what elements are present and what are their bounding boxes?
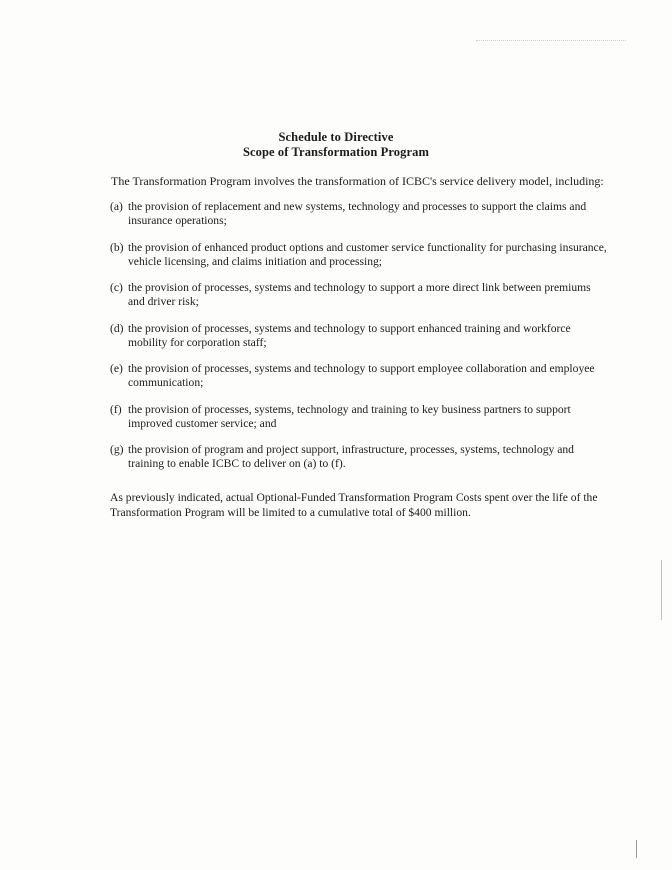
document-title	[0, 130, 672, 160]
list-item-text: the provision of replacement and new systems, technology and processes to support the claims and insurance operations;	[128, 200, 587, 227]
list-item-marker: (b)	[110, 240, 124, 254]
scan-artifact	[476, 40, 626, 45]
list-item	[110, 281, 610, 309]
list-item-marker: (f)	[110, 402, 122, 416]
list-item-text: the provision of processes, systems and technology to support a more direct link between premiums and driver risk;	[128, 281, 591, 308]
list-item	[110, 443, 610, 471]
list-item-text: the provision of enhanced product options and customer service functionality for purchasing insurance, vehicle licensing, and claims initiation and processing;	[128, 240, 607, 268]
list-item	[110, 362, 610, 390]
title-line-1: Schedule to Directive	[278, 130, 394, 144]
list-item-text: the provision of program and project support, infrastructure, processes, systems, technology and training to enable ICBC to deliver on (a) to (f).	[128, 443, 574, 470]
title-line-2: Scope of Transformation Program	[242, 145, 430, 159]
list-item-text: the provision of processes, systems and technology to support enhanced training and workforce mobility for corporation staff;	[128, 321, 571, 349]
list-item-text: the provision of processes, systems and technology to support employee collaboration and employee communication;	[128, 362, 595, 389]
scope-item-list	[110, 200, 610, 484]
list-item-marker: (d)	[110, 321, 124, 335]
scan-edge-mark	[661, 560, 662, 620]
list-item	[110, 241, 610, 269]
list-item-text: the provision of processes, systems, technology and training to key business partners to support improved customer service; and	[128, 402, 571, 430]
scan-edge-mark	[636, 840, 637, 858]
list-item	[110, 403, 610, 431]
list-item	[110, 322, 610, 350]
intro-paragraph: The Transformation Program involves the transformation of ICBC's service delivery model, including:	[111, 174, 604, 188]
list-item-marker: (g)	[110, 443, 124, 456]
list-item	[110, 200, 610, 228]
list-item-marker: (a)	[110, 200, 123, 213]
closing-paragraph: As previously indicated, actual Optional-Funded Transformation Program Costs spent over the life of the Transformation Program will be limited to a cumulative total of $400 million.	[110, 491, 598, 519]
list-item-marker: (c)	[110, 281, 123, 294]
list-item-marker: (e)	[110, 362, 123, 375]
